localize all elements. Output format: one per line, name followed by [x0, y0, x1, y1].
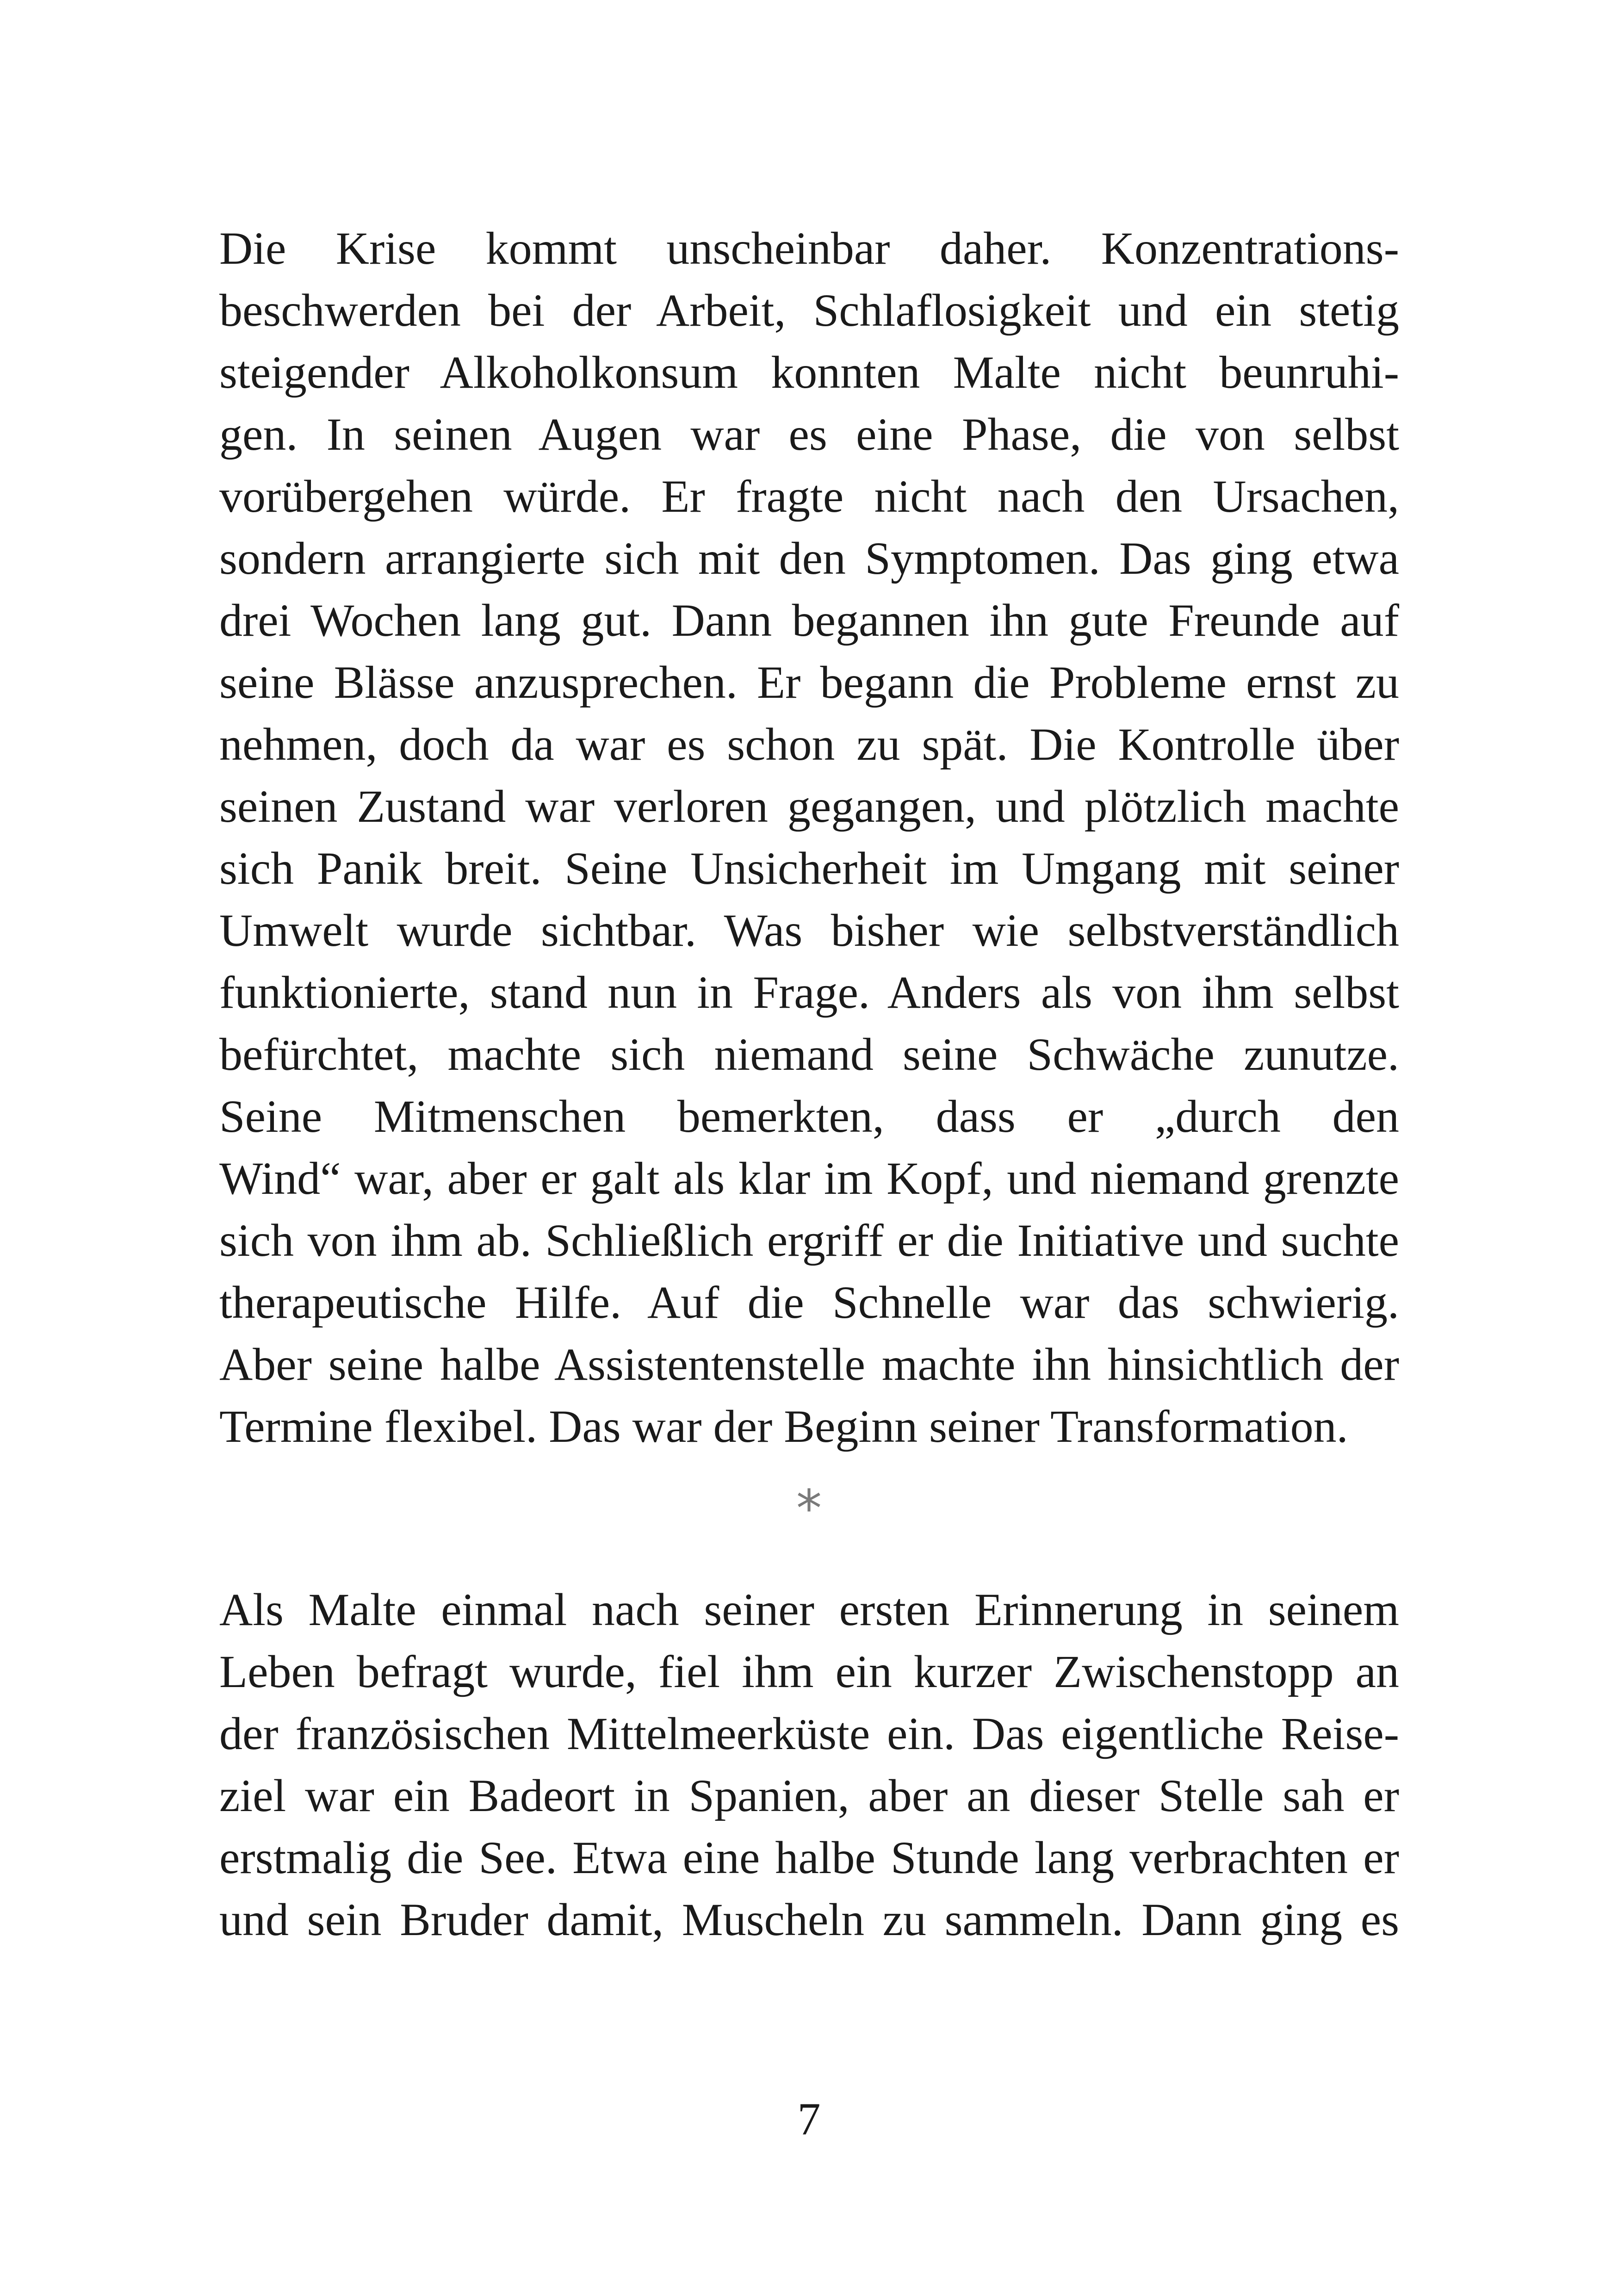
text-line: Seine Mitmenschen bemerkten, dass er „durch den	[219, 1091, 1399, 1142]
text-line: ziel war ein Badeort in Spanien, aber an dieser Stelle sah er	[219, 1770, 1399, 1821]
text-line: drei Wochen lang gut. Dann begannen ihn gute Freunde auf	[219, 595, 1399, 646]
paragraph-1	[219, 217, 1399, 1458]
section-separator: *	[796, 1479, 822, 1538]
text-line: Die Krise kommt unscheinbar daher. Konzentrations-	[219, 223, 1399, 274]
page-number: 7	[797, 2093, 821, 2145]
text-line: Als Malte einmal nach seiner ersten Erinnerung in seinem	[219, 1584, 1399, 1635]
paragraph-2	[219, 1579, 1399, 1951]
text-line: der französischen Mittelmeerküste ein. Das eigentliche Reise-	[219, 1708, 1399, 1759]
text-line: beschwerden bei der Arbeit, Schlaflosigkeit und ein stetig	[219, 285, 1399, 336]
text-line: erstmalig die See. Etwa eine halbe Stunde lang verbrachten er	[219, 1832, 1399, 1883]
text-line: funktionierte, stand nun in Frage. Anders als von ihm selbst	[219, 967, 1399, 1018]
text-line: seinen Zustand war verloren gegangen, und plötzlich machte	[219, 781, 1399, 832]
text-line: befürchtet, machte sich niemand seine Schwäche zunutze.	[219, 1029, 1399, 1080]
text-line: Umwelt wurde sichtbar. Was bisher wie selbstverständlich	[219, 905, 1399, 956]
text-line: seine Blässe anzusprechen. Er begann die Probleme ernst zu	[219, 657, 1399, 708]
text-line: sich Panik breit. Seine Unsicherheit im Umgang mit seiner	[219, 843, 1399, 894]
text-line: therapeutische Hilfe. Auf die Schnelle war das schwierig.	[219, 1277, 1399, 1328]
text-line: Leben befragt wurde, fiel ihm ein kurzer Zwischenstopp an	[219, 1646, 1399, 1697]
text-line: Termine flexibel. Das war der Beginn seiner Transformation.	[219, 1401, 1348, 1452]
text-line: und sein Bruder damit, Muscheln zu sammeln. Dann ging es	[219, 1894, 1399, 1945]
text-line: gen. In seinen Augen war es eine Phase, die von selbst	[219, 409, 1399, 460]
text-line: sondern arrangierte sich mit den Symptomen. Das ging etwa	[219, 533, 1399, 584]
text-line: Aber seine halbe Assistentenstelle machte ihn hinsichtlich der	[219, 1339, 1399, 1390]
text-line: sich von ihm ab. Schließlich ergriff er die Initiative und suchte	[219, 1215, 1399, 1266]
text-line: vorübergehen würde. Er fragte nicht nach den Ursachen,	[219, 471, 1399, 522]
text-line: Wind“ war, aber er galt als klar im Kopf, und niemand grenzte	[219, 1153, 1399, 1204]
text-line: nehmen, doch da war es schon zu spät. Die Kontrolle über	[219, 719, 1399, 770]
text-line: steigender Alkoholkonsum konnten Malte nicht beunruhi-	[219, 347, 1399, 398]
